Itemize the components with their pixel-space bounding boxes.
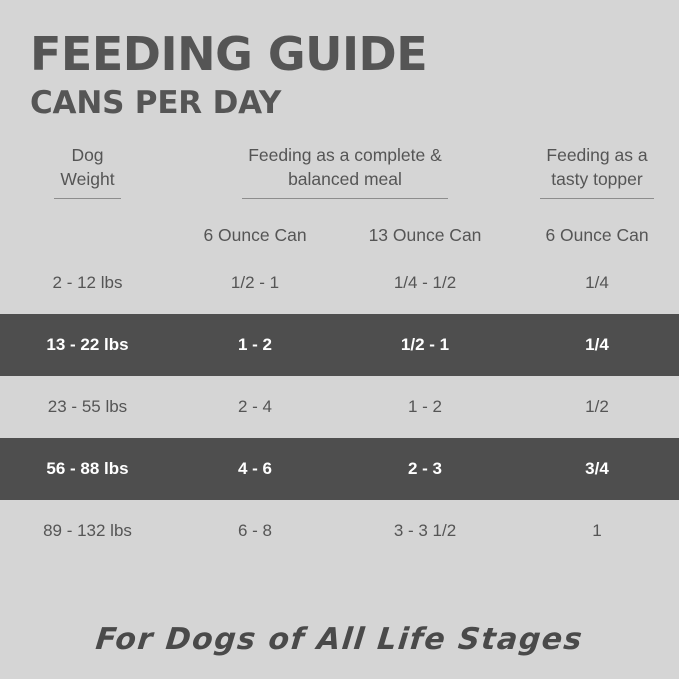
- table-row: [0, 314, 679, 376]
- group-header-tasty-topper-line2: tasty topper: [551, 168, 643, 189]
- cell-dog-weight: 23 - 55 lbs: [0, 376, 175, 438]
- cell-6oz-topper: 3/4: [515, 438, 679, 500]
- page-subtitle: CANS PER DAY: [30, 85, 282, 122]
- title-block: [0, 0, 679, 122]
- table-sub-header-row: [0, 209, 679, 252]
- sub-header-6-ounce-can-meal: 6 Ounce Can: [203, 225, 307, 246]
- cell-6oz-meal: 2 - 4: [175, 376, 335, 438]
- cell-dog-weight: 89 - 132 lbs: [0, 500, 175, 562]
- cell-dog-weight: 13 - 22 lbs: [0, 314, 175, 376]
- cell-13oz-meal: 2 - 3: [335, 438, 515, 500]
- cell-13oz-meal: 3 - 3 1/2: [335, 500, 515, 562]
- group-header-complete-meal-line2: balanced meal: [288, 168, 402, 189]
- cell-6oz-topper: 1/4: [515, 252, 679, 314]
- cell-6oz-topper: 1: [515, 500, 679, 562]
- cell-13oz-meal: 1/2 - 1: [335, 314, 515, 376]
- table-row: [0, 500, 679, 562]
- table-body: [0, 252, 679, 562]
- group-header-tasty-topper: [515, 144, 679, 209]
- table-row: [0, 438, 679, 500]
- footer-tagline: For Dogs of All Life Stages: [94, 622, 585, 657]
- sub-header-13-ounce-can-meal: 13 Ounce Can: [368, 225, 482, 246]
- feeding-table: [0, 144, 679, 562]
- group-header-dog-weight: [0, 144, 175, 209]
- table-row: [0, 252, 679, 314]
- table-head: [0, 144, 679, 252]
- cell-6oz-topper: 1/4: [515, 314, 679, 376]
- group-header-complete-meal: [175, 144, 515, 209]
- cell-6oz-meal: 6 - 8: [175, 500, 335, 562]
- cell-dog-weight: 2 - 12 lbs: [0, 252, 175, 314]
- cell-13oz-meal: 1/4 - 1/2: [335, 252, 515, 314]
- cell-6oz-topper: 1/2: [515, 376, 679, 438]
- cell-6oz-meal: 1 - 2: [175, 314, 335, 376]
- group-header-dog-weight-line2: Weight: [60, 168, 115, 189]
- cell-13oz-meal: 1 - 2: [335, 376, 515, 438]
- sub-header-blank: [0, 209, 175, 252]
- table-group-header-row: [0, 144, 679, 209]
- cell-6oz-meal: 1/2 - 1: [175, 252, 335, 314]
- sub-header-6-ounce-can-topper: 6 Ounce Can: [545, 225, 649, 246]
- table-row: [0, 376, 679, 438]
- cell-dog-weight: 56 - 88 lbs: [0, 438, 175, 500]
- cell-6oz-meal: 4 - 6: [175, 438, 335, 500]
- group-header-complete-meal-line1: Feeding as a complete &: [248, 144, 442, 165]
- page-title: FEEDING GUIDE: [30, 27, 428, 81]
- group-header-dog-weight-line1: Dog: [71, 144, 104, 165]
- group-header-tasty-topper-line1: Feeding as a: [546, 144, 648, 165]
